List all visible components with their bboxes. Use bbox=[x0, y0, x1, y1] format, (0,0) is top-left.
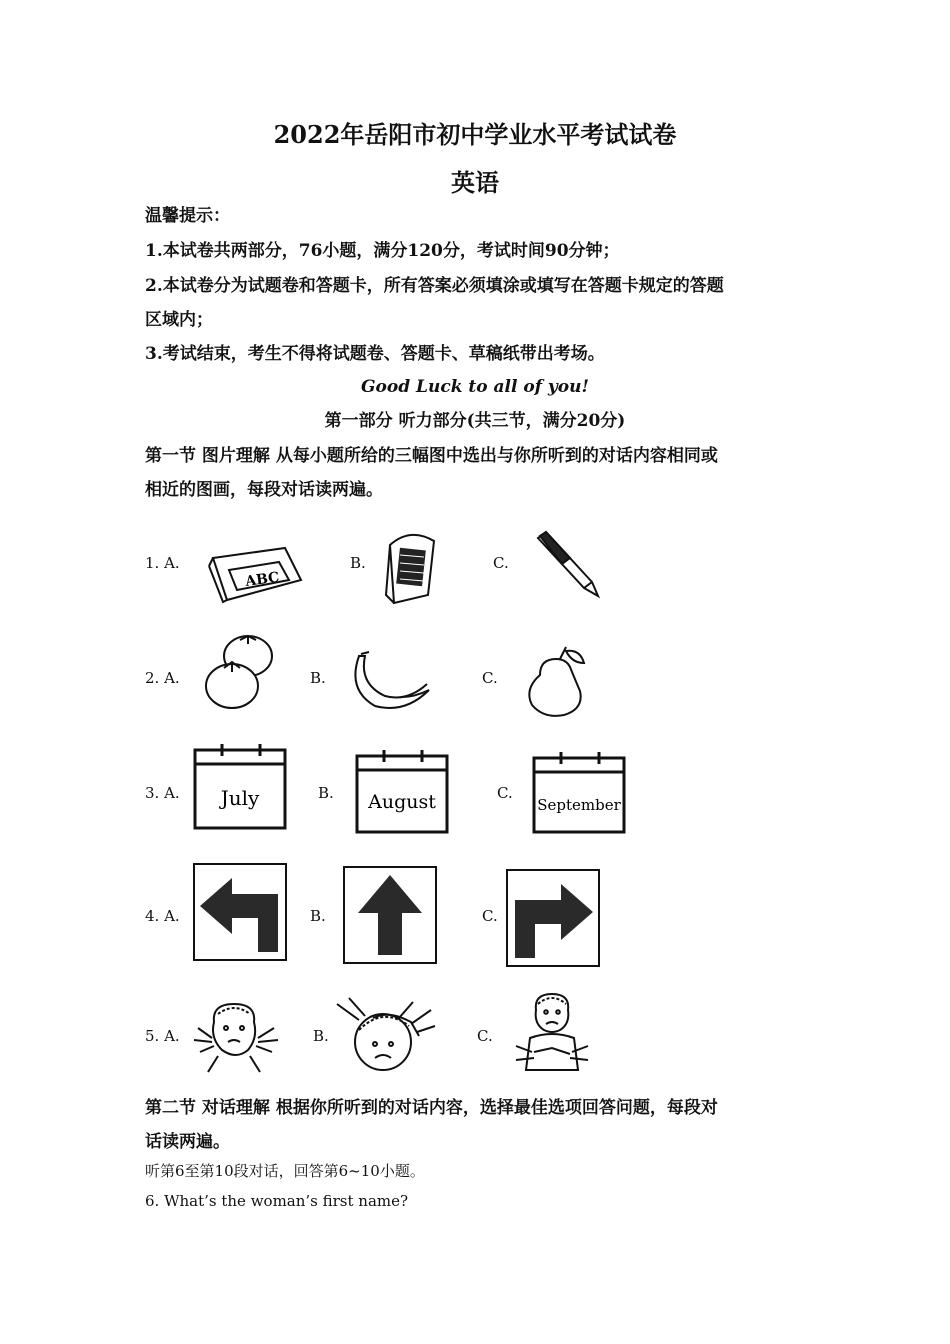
q2-c-label: C. bbox=[482, 669, 498, 687]
question-6: 6. What’s the woman’s first name? bbox=[145, 1192, 409, 1210]
tomato-picture bbox=[202, 630, 278, 712]
paper-title: 2022年岳阳市初中学业水平考试试卷 bbox=[273, 120, 677, 149]
q4-b-label: B. bbox=[310, 907, 326, 925]
q1-c-label: C. bbox=[493, 554, 509, 572]
q5-label: 5. A. bbox=[145, 1027, 180, 1045]
part1-title: 第一部分 听力部分(共三节，满分20分) bbox=[324, 411, 626, 431]
q4-c-label: C. bbox=[482, 907, 498, 925]
q5-c-label: C. bbox=[477, 1027, 493, 1045]
banana-picture bbox=[345, 650, 433, 714]
sharpener-picture bbox=[380, 525, 442, 609]
q3-c-label: C. bbox=[497, 784, 513, 802]
q2-b-label: B. bbox=[310, 669, 326, 687]
q1-label: 1. A. bbox=[145, 554, 180, 572]
q5-b-label: B. bbox=[313, 1027, 329, 1045]
q3-label: 3. A. bbox=[145, 784, 180, 802]
good-luck: Good Luck to all of you! bbox=[361, 377, 589, 397]
notice-item-3: 3.考试结束，考生不得将试题卷、答题卡、草稿纸带出考场。 bbox=[145, 344, 605, 364]
section1-instruction-1: 第一节 图片理解 从每小题所给的三幅图中选出与你所听到的对话内容相同或 bbox=[145, 446, 718, 466]
calendar-september bbox=[531, 750, 627, 836]
notice-item-2-cont: 区域内； bbox=[145, 310, 213, 330]
q2-label: 2. A. bbox=[145, 669, 180, 687]
q3-b-label: B. bbox=[318, 784, 334, 802]
pear-picture bbox=[520, 645, 592, 719]
svg-text:ABC: ABC bbox=[244, 569, 281, 590]
calendar-july bbox=[192, 742, 288, 832]
notice-item-1: 1.本试卷共两部分，76小题，满分120分，考试时间90分钟； bbox=[145, 241, 620, 261]
calendar-august-label: August bbox=[368, 791, 436, 813]
notice-heading: 温馨提示： bbox=[145, 206, 230, 226]
pen-picture bbox=[532, 528, 604, 600]
listening-instruction: 听第6至第10段对话，回答第6~10小题。 bbox=[145, 1162, 425, 1180]
calendar-august bbox=[354, 748, 450, 836]
toothache-person bbox=[188, 998, 284, 1074]
section1-instruction-2: 相近的图画，每段对话读两遍。 bbox=[145, 480, 383, 500]
calendar-september-label: September bbox=[537, 796, 621, 814]
paper-subject: 英语 bbox=[451, 168, 499, 197]
q4-label: 4. A. bbox=[145, 907, 180, 925]
notice-item-2: 2.本试卷分为试题卷和答题卡，所有答案必须填涂或填写在答题卡规定的答题 bbox=[145, 276, 724, 296]
stomachache-person bbox=[512, 990, 592, 1076]
eraser-picture bbox=[205, 540, 305, 606]
calendar-july-label: July bbox=[220, 786, 260, 810]
turn-left-sign bbox=[192, 862, 288, 962]
q1-b-label: B. bbox=[350, 554, 366, 572]
section2-instruction-1: 第二节 对话理解 根据你所听到的对话内容，选择最佳选项回答问题，每段对 bbox=[145, 1098, 718, 1118]
turn-right-sign bbox=[505, 868, 601, 968]
go-straight-sign bbox=[342, 865, 438, 965]
headache-person bbox=[333, 996, 439, 1076]
section2-instruction-2: 话读两遍。 bbox=[145, 1132, 230, 1152]
